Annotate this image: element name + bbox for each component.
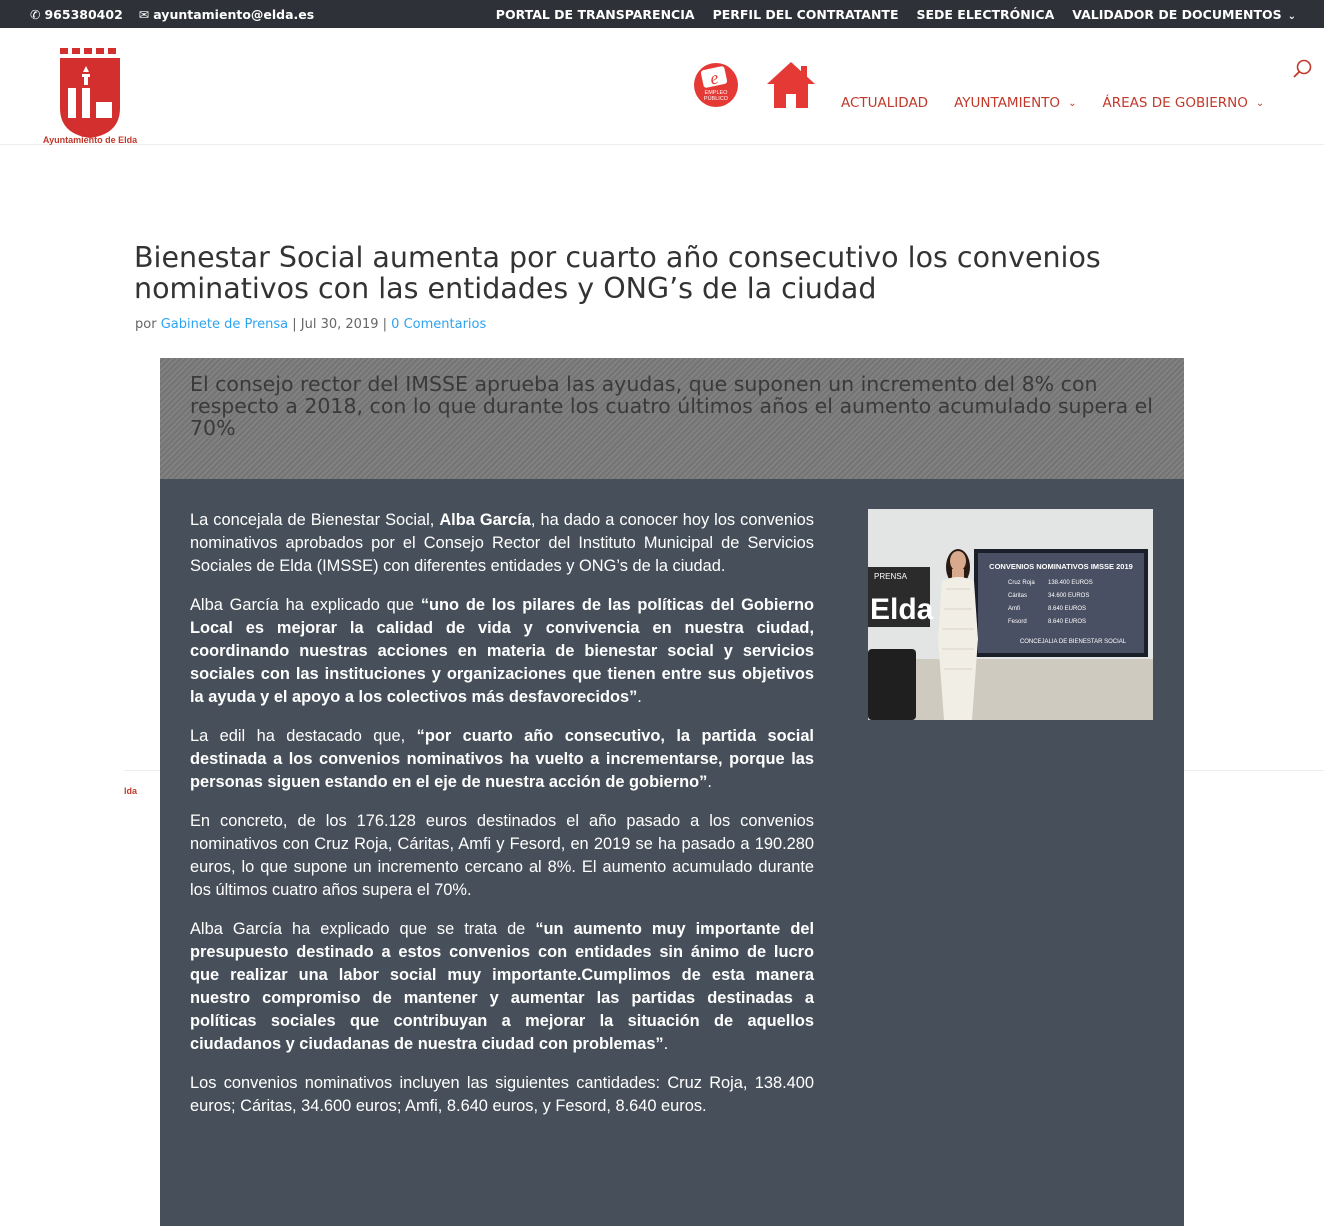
- main-nav: [841, 95, 1264, 111]
- author-link[interactable]: Gabinete de Prensa: [160, 317, 289, 332]
- top-bar: [0, 0, 1324, 28]
- nav-actualidad-label: ACTUALIDAD: [841, 95, 929, 111]
- phone-link[interactable]: [30, 7, 123, 22]
- envelope-icon: ✉: [138, 6, 150, 22]
- chevron-down-icon: ⌄: [1068, 97, 1077, 109]
- email-link[interactable]: [139, 7, 314, 22]
- paragraph: Alba García ha explicado que se trata de “un aumento muy importante del presupuesto destinado a estos convenios con entidades sin ánimo de lucro que realizar una labor social muy importante.Cumplimos de esta manera nuestro compromiso de mantener y aumentar las partidas destinadas a políticas sociales que contribuyan a mejorar la situación de aquellos ciudadanos y ciudadanas de nuestra ciudad con problemas”.: [190, 920, 814, 1053]
- photo-brand-top: PRENSA: [874, 572, 907, 581]
- empleo-text-1: EMPLEO: [704, 90, 728, 96]
- photo-row-1-name: Cruz Roja: [1008, 580, 1035, 586]
- publish-date: Jul 30, 2019: [300, 317, 379, 332]
- photo-row-4-name: Fesord: [1008, 619, 1027, 625]
- empleo-text-2: PÚBLICO: [703, 96, 729, 102]
- svg-text:e: e: [708, 67, 721, 89]
- article-title: Bienestar Social aumenta por cuarto año consecutivo los convenios nominativos con las entidades y ONG’s de la ciudad: [134, 241, 1101, 305]
- article-text: [190, 509, 814, 1134]
- article-body: [160, 479, 1184, 1226]
- logo-label: Ayuntamiento de Elda: [42, 135, 138, 145]
- photo-row-4-amount: 8.640 EUROS: [1048, 619, 1087, 625]
- chevron-down-icon: ⌄: [1255, 97, 1265, 109]
- perfil-contratante-link[interactable]: PERFIL DEL CONTRATANTE: [712, 6, 899, 22]
- nav-areas-label: ÁREAS DE GOBIERNO: [1102, 95, 1248, 111]
- comments-link[interactable]: 0 Comentarios: [391, 317, 487, 332]
- paragraph: En concreto, de los 176.128 euros destinados el año pasado a los convenios nominativos con Cruz Roja, Cáritas, Amfi y Fesord, en 2019 se ha pasado a 190.280 euros, lo que supone un incremento cercano al 8%. El aumento acumulado durante los últimos cuatro años supera el 70%.: [190, 812, 814, 899]
- nav-areas-de-gobierno[interactable]: [1102, 95, 1264, 111]
- paragraph: La concejala de Bienestar Social, Alba García, ha dado a conocer hoy los convenios nominativos aprobados por el Consejo Rector del Instituto Municipal de Servicios Sociales de Elda (IMSSE) con diferentes entidades y ONG’s de la ciudad.: [190, 511, 814, 575]
- photo-row-3-name: Amfi: [1008, 606, 1020, 612]
- empleo-publico-icon[interactable]: [690, 62, 742, 108]
- meta-separator: |: [382, 317, 388, 332]
- paragraph: Alba García ha explicado que “uno de los pilares de las políticas del Gobierno Local es mejorar la calidad de vida y convivencia en nuestra ciudad, coordinando nuestras acciones en materia de bienestar social y servicios sociales con las instituciones y organizaciones que tienen entre sus objetivos la ayuda y el apoyo a los colectivos más desfavorecidos”.: [190, 596, 815, 706]
- article-lead: El consejo rector del IMSSE aprueba las ayudas, que suponen un incremento del 8% con respecto a 2018, con lo que durante los cuatro últimos años el aumento acumulado supera el 70%: [190, 372, 1153, 440]
- article-meta: [135, 317, 486, 332]
- validador-documentos-menu[interactable]: [1072, 7, 1296, 22]
- background-fragment: lda: [124, 786, 138, 796]
- photo-screen-title: CONVENIOS NOMINATIVOS IMSSE 2019: [989, 562, 1133, 571]
- email-address: ayuntamiento@elda.es: [153, 6, 315, 22]
- portal-transparencia-link[interactable]: PORTAL DE TRANSPARENCIA: [495, 6, 695, 22]
- search-icon[interactable]: [1291, 58, 1313, 80]
- press-photo-illustration: [868, 509, 1153, 720]
- photo-row-2-amount: 34.600 EUROS: [1048, 593, 1090, 599]
- sede-electronica-link[interactable]: SEDE ELECTRÓNICA: [916, 6, 1055, 22]
- photo-row-2-name: Cáritas: [1008, 593, 1028, 599]
- nav-actualidad[interactable]: [841, 95, 928, 111]
- chevron-down-icon: ⌄: [1287, 10, 1296, 22]
- photo-row-1-amount: 138.400 EUROS: [1048, 580, 1093, 586]
- site-header: [0, 28, 1324, 145]
- paragraph: Los convenios nominativos incluyen las siguientes cantidades: Cruz Roja, 138.400 euros; Cáritas, 34.600 euros; Amfi, 8.640 euros, y Fesord, 8.640 euros.: [190, 1074, 814, 1115]
- photo-screen-footer: CONCEJALIA DE BIENESTAR SOCIAL: [1019, 639, 1127, 645]
- home-icon[interactable]: [765, 58, 817, 112]
- phone-icon: ✆: [30, 6, 41, 22]
- lead-box: [160, 358, 1184, 479]
- elda-logo[interactable]: [40, 38, 140, 148]
- photo-brand: Elda: [870, 593, 934, 626]
- phone-number: 965380402: [44, 6, 123, 22]
- paragraph: La edil ha destacado que, “por cuarto año consecutivo, la partida social destinada a los convenios nominativos ha vuelto a incrementarse, porque las personas siguen estando en el eje de nuestra acción de gobierno”.: [190, 727, 814, 791]
- nav-ayuntamiento-label: AYUNTAMIENTO: [954, 95, 1061, 111]
- photo-row-3-amount: 8.640 EUROS: [1048, 606, 1087, 612]
- meta-by: por: [135, 317, 157, 332]
- article-photo[interactable]: [868, 509, 1153, 720]
- meta-separator: |: [292, 317, 297, 332]
- validador-documentos-label: VALIDADOR DE DOCUMENTOS: [1072, 6, 1282, 22]
- nav-ayuntamiento[interactable]: [954, 95, 1076, 111]
